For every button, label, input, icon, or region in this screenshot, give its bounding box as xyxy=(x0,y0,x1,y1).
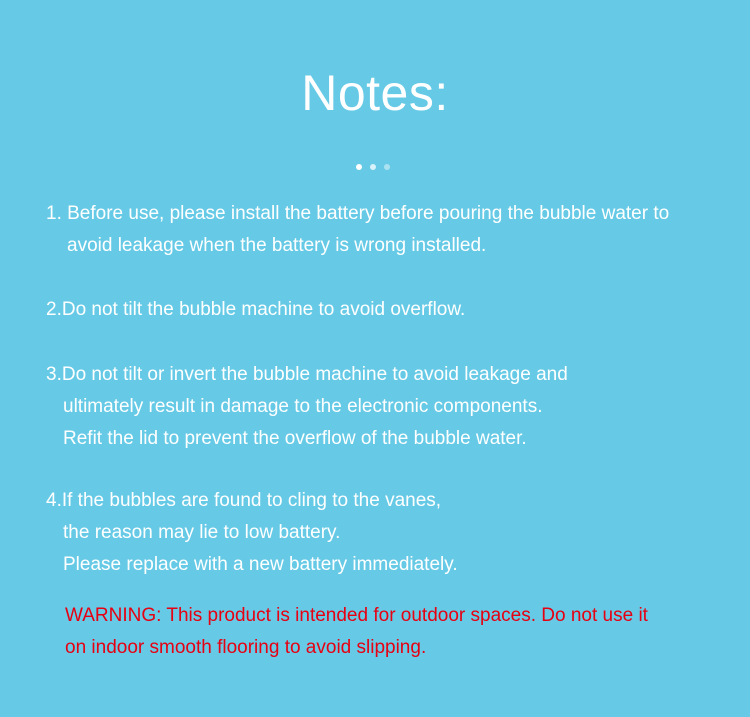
carousel-dot-3[interactable] xyxy=(384,164,390,170)
note-4-line-1: 4.If the bubbles are found to cling to the vanes, xyxy=(46,490,442,511)
note-1-line-1: 1. Before use, please install the battery before pouring the bubble water to xyxy=(46,203,670,224)
note-3-line-1: 3.Do not tilt or invert the bubble machine to avoid leakage and xyxy=(46,364,568,385)
note-3-line-3: Refit the lid to prevent the overflow of the bubble water. xyxy=(63,428,527,449)
warning-line-2: on indoor smooth flooring to avoid slipping. xyxy=(65,637,427,658)
warning-line-1: WARNING: This product is intended for outdoor spaces. Do not use it xyxy=(65,605,648,626)
note-3-line-2: ultimately result in damage to the electronic components. xyxy=(63,396,543,417)
carousel-dot-1[interactable] xyxy=(356,164,362,170)
note-1-line-2: avoid leakage when the battery is wrong installed. xyxy=(67,235,487,256)
note-2-line-1: 2.Do not tilt the bubble machine to avoid overflow. xyxy=(46,299,466,320)
note-4-line-2: the reason may lie to low battery. xyxy=(63,522,341,543)
page-title: Notes: xyxy=(301,65,449,121)
carousel-dot-2[interactable] xyxy=(370,164,376,170)
carousel-indicator xyxy=(356,164,390,170)
note-4-line-3: Please replace with a new battery immediately. xyxy=(63,554,458,575)
